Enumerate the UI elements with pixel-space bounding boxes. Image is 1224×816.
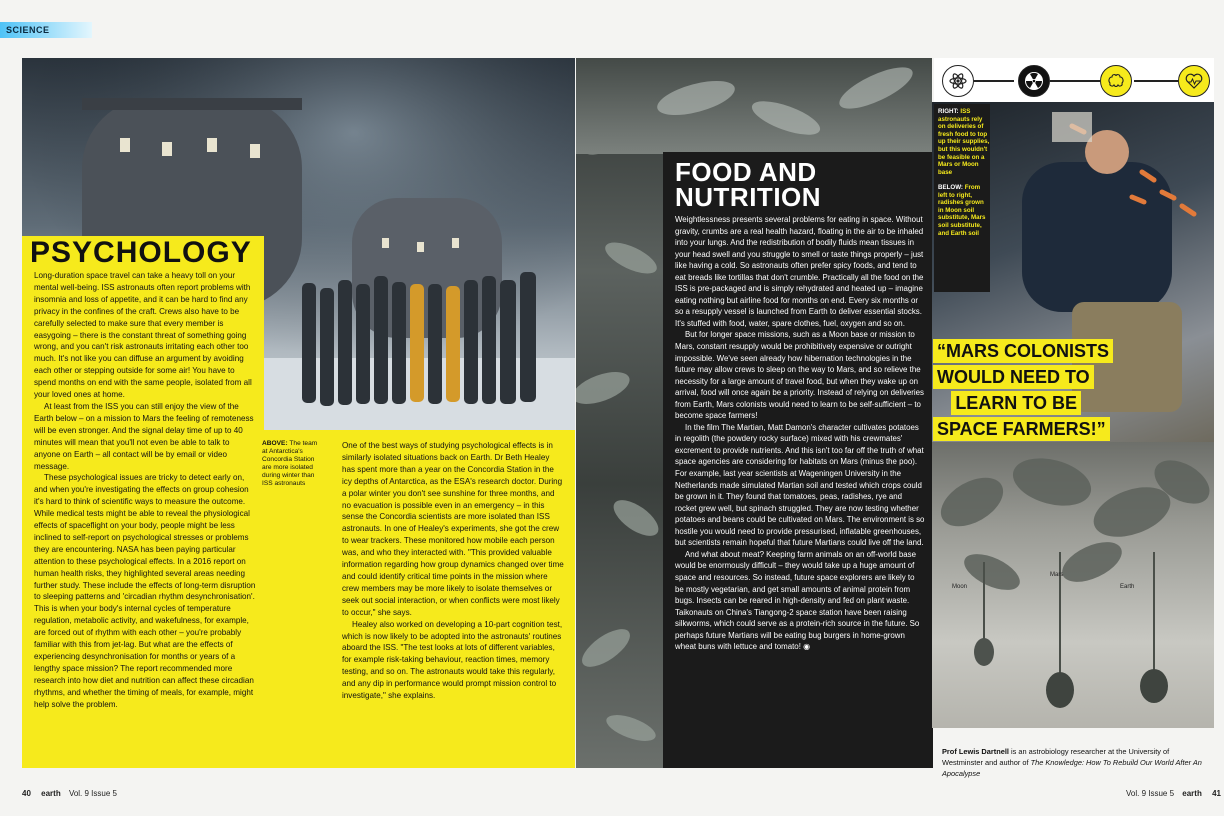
caption-text: The team at Antarctica's Concordia Station are more isolated during winter than ISS astronauts xyxy=(262,440,318,487)
caption-label: RIGHT: xyxy=(938,108,959,115)
brain-icon xyxy=(1100,65,1132,97)
paragraph: One of the best ways of studying psychological effects is in similarly isolated situations back on Earth. Dr Beth Healey has spent more than a year on the Concordia Station in the icy depths of Antarctica, as the ESA's research doctor. During a polar winter you don't see sunshine for three months, and no evacuation is possible even in an emergency – in this sense the Concordia scientists are more isolated than ISS astronauts. In one of Healey's experiments, she got the crew to wear trackers. These monitored how mobile each person was, and who they interacted with. "This provided valuable information regarding how group dynamics changed over time and could identify critical time points in the mission where crew members may be more likely to isolate themselves or seek out social interaction, or when conflicts were most likely to occur," she says. xyxy=(342,441,564,617)
issue-label: Vol. 9 Issue 5 xyxy=(1126,789,1175,798)
end-mark-icon: ◉ xyxy=(803,642,810,652)
paragraph: In the film The Martian, Matt Damon's character cultivates potatoes in regolith (the powdery rocky surface) mixed with his crewmates' excrement to provide nutrients. And this isn't too far off the truth of what space agencies are considering for habitats on Mars (minus the poo). For example, last year scientists at Wageningen University in the Netherlands made simulated Martian soil and tested which crops could be grown in it. They found that tomatoes, peas, radishes, rye and rocket grew well, but spinach struggled. They are now testing whether potatoes and beans could be cultivated on Mars. The environment is so hostile you would need to provide pressurised, inflatable greenhouses, but scientists remain hopeful that future Martians could live off the land. xyxy=(675,422,925,548)
paragraph: These psychological issues are tricky to detect early on, and when you're investigating the effects on group cohesion it's hard to think of scientific ways to measure the outcome. While medical tests might be able to reveal the physiological effects of spaceflight on your body, people might be less inclined to self-report on psychological stresses or problems they are encountering. NASA has been paying particular attention to these psychological effects. In a 2016 report on human health risks, they highlighted several areas needing further study. These include the effects of long-term disruption to sleeping patterns and 'circadian rhythm desynchronisation'. This is when your body's internal cycles of temperature regulation, metabolic activity, and wakefulness, for example, are forced out of rhythm with each other – you're probably familiar with this from jet-lag. But what are the effects of experiencing desynchronisation for months or years of a lengthy space mission? The report recommended more research into how diet and nutrition can affect these circadian rhythms, and whether the timing of meals, for example, might help solve the problem. xyxy=(34,473,256,709)
radish-label: Moon xyxy=(952,584,968,590)
plant-photo-top xyxy=(576,58,932,154)
food-heading xyxy=(675,157,822,212)
quote-line: WOULD NEED TO xyxy=(933,365,1094,389)
connector-line xyxy=(974,80,1014,82)
plant-photo xyxy=(576,58,664,768)
pull-quote xyxy=(933,338,1110,442)
quote-line: SPACE FARMERS!” xyxy=(933,417,1110,441)
author-name: Prof Lewis Dartnell xyxy=(942,747,1009,756)
caption-label: ABOVE: xyxy=(262,440,288,447)
paragraph: Weightlessness presents several problems for eating in space. Without gravity, crumbs are a real health hazard, floating in the air to be inhaled into your lungs. And the redistribution of bodily fluids mean tissues in your head swell and you struggle to smell or taste things properly – just like having a cold. So astronauts often prefer spicy foods, and tend to eat breads like tortillas that don't crumble. Practically all the food on the ISS is pre-packaged and is simply rehydrated and heated up – imagine eating nothing but airline food for months on end. Every six months or so a resupply vessel is launched from Earth to deliver essential stocks. It's stuffed with food, water, spare clothes, fuel, oxygen and so on. xyxy=(675,215,924,328)
issue-label: Vol. 9 Issue 5 xyxy=(68,789,117,798)
bio-text: is an astrobiology researcher at the University of Westminster and author of xyxy=(942,747,1170,767)
radish-label: Mars xyxy=(1050,572,1064,578)
paragraph: But for longer space missions, such as a Moon base or mission to Mars, constant resupply would be prohibitively expensive or outright impossible. We've seen already how hibernation technologies in the future may allow crews to sleep on the way to Mars, and so relieve the necessity for a large amount of travel food, but when they wake up on arrival, food will once again be a priority. Instead of relying on deliveries from Earth, Mars colonists would need to learn to be self-sufficient – to become space farmers! xyxy=(675,330,924,421)
footer-right xyxy=(1126,789,1221,798)
caption-text: ISS astronauts rely on deliveries of fresh food to top up their supplies, but this wouldn't be feasible on a Mars or Moon base xyxy=(938,108,990,176)
food-heading-line: FOOD AND xyxy=(675,157,817,187)
right-caption-box xyxy=(934,104,990,292)
magazine-logo: earth xyxy=(1182,789,1202,798)
food-column xyxy=(675,214,925,653)
paragraph: Long-duration space travel can take a heavy toll on your mental well-being. ISS astronauts often report problems with insomnia and loss of appetite, and it can be hard to find any privacy in the confines of the craft. Crews also have to be carefully selected to make sure that every member is easygoing – there is the constant threat of something going wrong, and you can't risk astronauts irritating each other too much. It's not like you can diffuse an argument by avoiding each other or stepping outside for some air! You have to spend months on end with the same people, isolated from all your loved ones at home. xyxy=(34,271,252,400)
paragraph: At least from the ISS you can still enjoy the view of the Earth below – on a mission to Mars the feeling of remoteness will be even stronger. And the signal delay time of up to 40 minutes will mean that you'll not even be able to talk to anyone on Earth – all contact will be by email or video message. xyxy=(34,401,254,471)
connector-line xyxy=(1050,80,1100,82)
footer-left xyxy=(22,789,117,798)
radish-photo xyxy=(932,442,1214,728)
caption-label: BELOW: xyxy=(938,183,963,191)
magazine-logo: earth xyxy=(41,789,61,798)
caption-text: From left to right, radishes grown in Moon soil substitute, Mars soil substitute, and Earth soil xyxy=(938,183,986,237)
page-number: 40 xyxy=(22,789,31,798)
psychology-column-1 xyxy=(34,270,256,711)
quote-line: LEARN TO BE xyxy=(951,391,1081,415)
atom-icon xyxy=(942,65,974,97)
topic-icon-strip xyxy=(934,58,1214,102)
psychology-column-2 xyxy=(342,440,564,702)
radish-label: Earth xyxy=(1120,584,1135,590)
quote-line: “MARS COLONISTS xyxy=(933,339,1113,363)
connector-line xyxy=(1134,80,1178,82)
heart-icon xyxy=(1178,65,1210,97)
page-number: 41 xyxy=(1212,789,1221,798)
author-bio xyxy=(942,746,1204,779)
paragraph: And what about meat? Keeping farm animals on an off-world base would be enormously difficult – they would take up a huge amount of space and resources. So instead, future space explorers are likely to be mostly vegetarian, and get small amounts of animal protein from bugs. Insects can be reared in high-density and fed on plant waste. Taikonauts on China's Tiangong-2 space station have been raising silkworms, which could serve as a protein-rich source in the future. So perhaps future Martians will be eating bug burgers in home-grown wheat buns with lettuce and tomato! ◉ xyxy=(675,549,920,652)
section-tab: SCIENCE xyxy=(0,22,92,38)
radiation-icon xyxy=(1018,65,1050,97)
psychology-heading: PSYCHOLOGY xyxy=(30,236,252,269)
photo-caption xyxy=(262,440,322,488)
book-title: The Knowledge: How To Rebuild Our World After An Apocalypse xyxy=(942,758,1202,778)
paragraph: Healey also worked on developing a 10-part cognition test, which is now likely to be adopted into the astronauts' routines aboard the ISS. "The test looks at lots of different variables, for example risk-taking behaviour, reaction times, memory testing, and so on. The astronauts would take this regularly, and any dip in performance would prompt mission control to investigate," she explains. xyxy=(342,619,563,701)
food-heading-line: NUTRITION xyxy=(675,182,822,212)
